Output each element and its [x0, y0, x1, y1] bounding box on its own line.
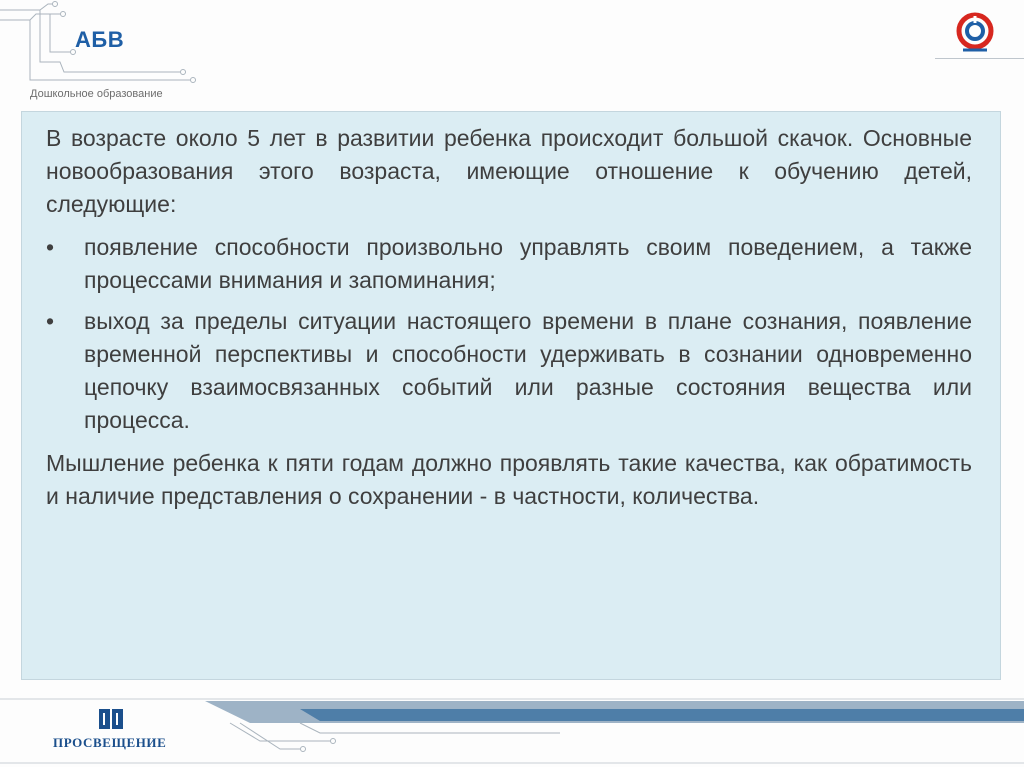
footer-brand: ПРОСВЕЩЕНИЕ — [53, 735, 167, 750]
intro-paragraph: В возрасте около 5 лет в развитии ребенка происходит большой скачок. Основные новообразования этого возраста, имеющие отношение к обучению детей, следующие: — [46, 125, 972, 217]
footer-decoration — [0, 693, 1024, 767]
conclusion-paragraph: Мышление ребенка к пяти годам должно проявлять такие качества, как обратимость и наличие представления о сохранении - в частности, количества. — [46, 450, 972, 509]
list-item — [46, 305, 972, 437]
bullet-mark: • — [46, 234, 55, 260]
brand-logo-abv: АБВ — [75, 27, 125, 52]
publisher-emblem-icon — [955, 12, 995, 54]
header-subtitle: Дошкольное образование — [30, 88, 163, 100]
header-divider — [935, 58, 1024, 59]
bullet-text: появление способности произвольно управлять своим поведением, а также процессами внимания и запоминания; — [84, 234, 972, 293]
list-item — [46, 231, 972, 297]
bullet-mark: • — [46, 308, 55, 334]
bullet-text: выход за пределы ситуации настоящего времени в плане сознания, появление временной перспективы и способности удерживать в сознании одновременно цепочку взаимосвязанных событий или разные состояния вещества или процесса. — [84, 308, 972, 433]
content-body — [46, 122, 972, 523]
bullet-list — [46, 231, 972, 437]
book-emblem-icon — [97, 707, 125, 733]
